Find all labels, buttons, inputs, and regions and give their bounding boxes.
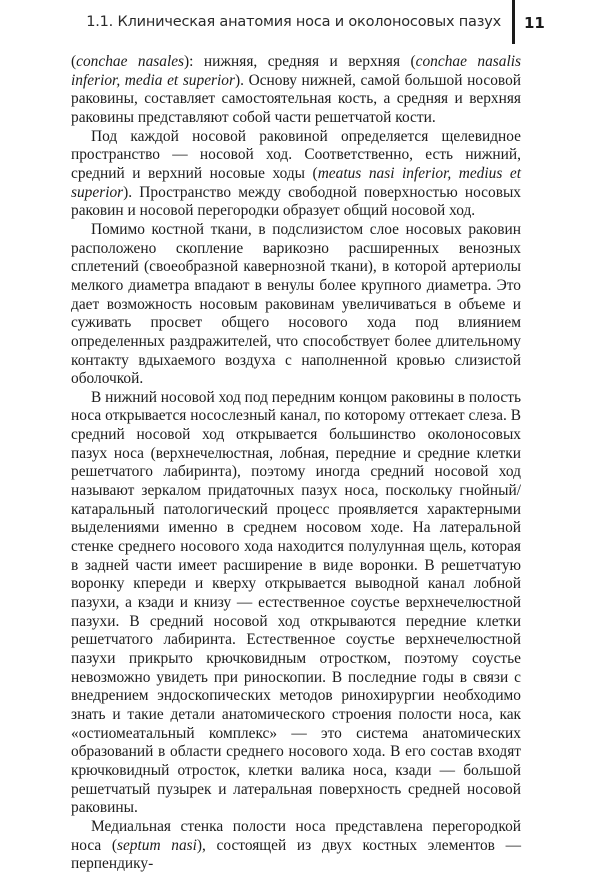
text-run: ), состоящей из двух костных элементов — перпендику- bbox=[71, 836, 521, 873]
text-run: В нижний носовой ход под передним концом раковины в полость носа открывается носослезный канал, по которому оттекает слеза. В средний носовой ход открывается большинство околоносовых пазух носа (верхнечелюстная, лобная, передние и средние клетки решетчатого лабиринта), поэтому иногда средний носовой ход называют зеркалом придаточных пазух носа, поскольку гнойный/катаральный патологический процесс проявляется характерными выделениями именно в среднем носовом ходе. На латеральной стенке среднего носового хода находится полулунная щель, которая в задней части имеет расширение в виде воронки. В решетчатую воронку кпереди и кверху открывается выводной канал лобной пазухи, а кзади и книзу — естественное соустье верхнечелюстной пазухи. В средний носовой ход открываются передние клетки решетчатого лабиринта. Естественное соустье верхнечелюстной пазухи прикрыто крючковидным отростком, поэтому соустье невозможно увидеть при риноскопии. В последние годы в связи с внедрением эндоскопических методов ринохирургии необходимо знать и такие детали анатомического строения полости носа, как «остиомеатальный комплекс» — это система анатомических образований в области среднего носового хода. В его состав входят крючковидный отросток, клетки валика носа, кзади — большой решетчатый пузырек и латеральная поверхность средней носовой раковины. bbox=[71, 388, 521, 817]
latin-term: conchae nasalis inferior, media et superior bbox=[71, 53, 521, 89]
body-text bbox=[71, 53, 521, 874]
text-run: Под каждой носовой раковиной определяется щелевидное пространство — носовой ход. Соответственно, есть нижний, средний и верхний носовые ходы ( bbox=[71, 127, 521, 182]
latin-term: septum nasi bbox=[116, 836, 197, 854]
running-head: 1.1. Клиническая анатомия носа и околоносовых пазух bbox=[86, 14, 501, 30]
text-run: Помимо костной ткани, в подслизистом слое носовых раковин расположено скопление варикозно расширенных венозных сплетений (своеобразной кавернозной ткани), в которой артериолы мелкого диаметра впадают в венулы более крупного диаметра. Это дает возможность носовым раковинам увеличиваться в объеме и суживать просвет общего носового хода под влиянием определенных раздражителей, что способствует более длительному контакту вдыхаемого воздуха с наполненной кровью слизистой оболочкой. bbox=[71, 220, 521, 388]
text-run: Медиальная стенка полости носа представлена перегородкой носа ( bbox=[71, 817, 521, 854]
text-run: ( bbox=[71, 53, 77, 70]
paragraph bbox=[71, 128, 521, 221]
paragraph bbox=[71, 818, 521, 874]
text-run: ): нижняя, средняя и верхняя ( bbox=[184, 53, 416, 70]
header-divider bbox=[512, 0, 515, 44]
paragraph bbox=[71, 389, 521, 818]
paragraph bbox=[71, 221, 521, 389]
text-run: ). Пространство между свободной поверхностью носовых раковин и носовой перегородки образует общий носовой ход. bbox=[71, 183, 521, 220]
latin-term: conchae nasales bbox=[76, 53, 185, 70]
text-run: ). Основу нижней, самой большой носовой раковины, составляет самостоятельная кость, а средняя и верхняя раковины представляют собой части решетчатой кости. bbox=[71, 71, 522, 126]
page-number: 11 bbox=[524, 14, 545, 32]
latin-term: meatus nasi inferior, medius et superior bbox=[71, 164, 521, 201]
paragraph bbox=[71, 53, 521, 128]
